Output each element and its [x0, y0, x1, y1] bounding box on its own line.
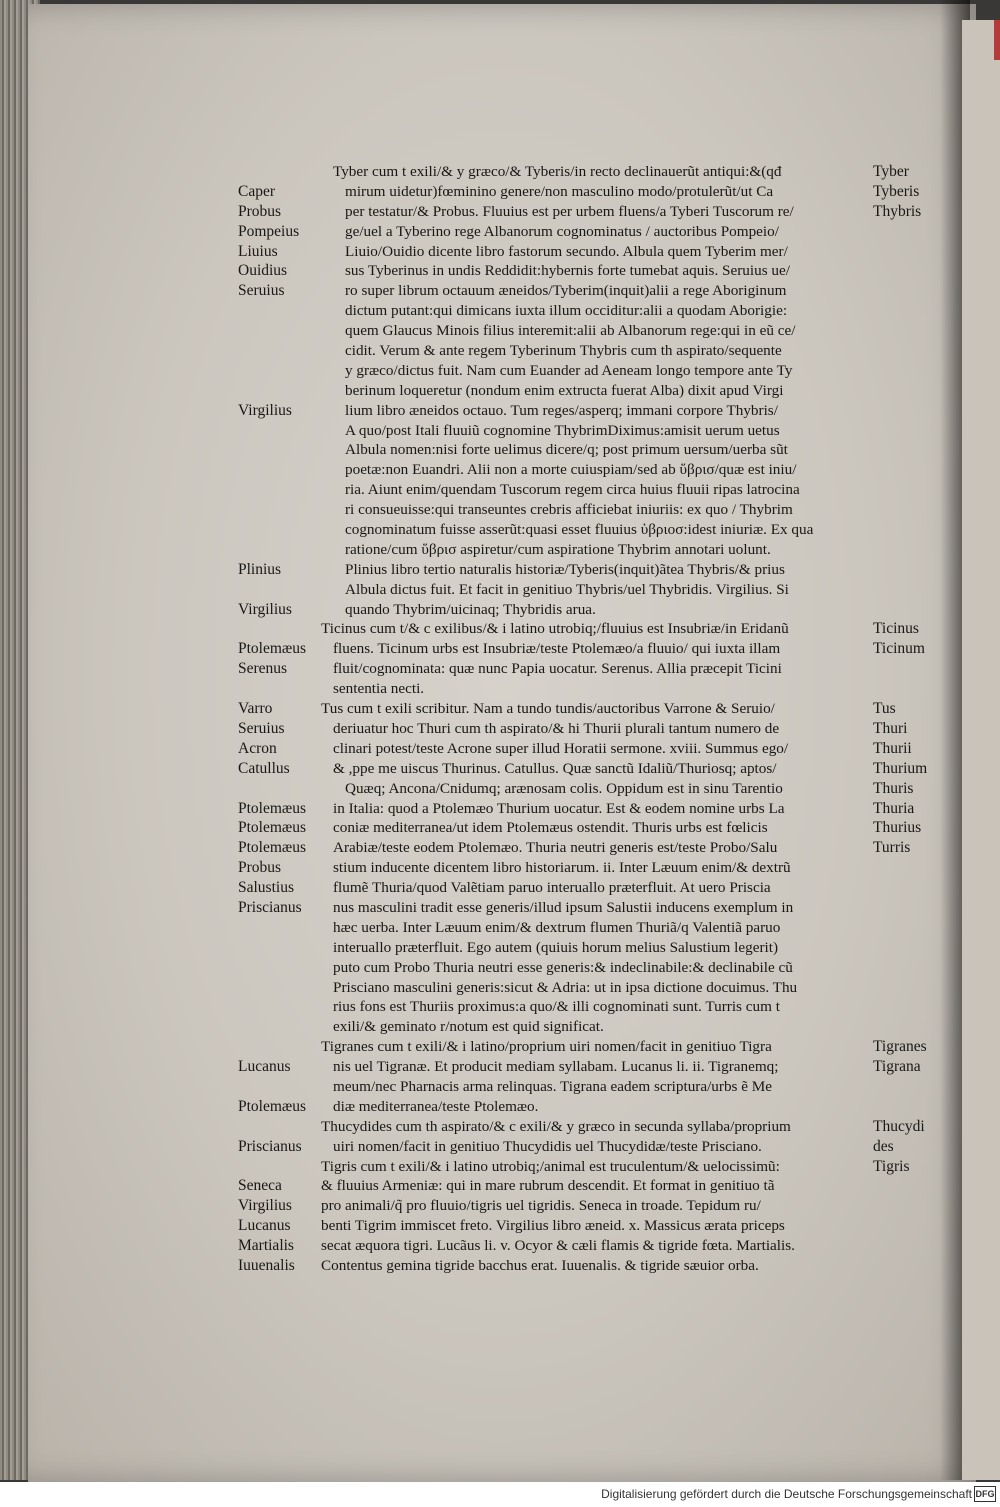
bookmark-strip	[994, 20, 1000, 60]
right-margin-headword: Ticinus	[873, 620, 919, 638]
line-text: lium libro æneidos octauo. Tum reges/asperq; immani corpore Thybris/	[345, 401, 778, 419]
text-line	[238, 1097, 873, 1117]
left-margin-author: Iuuenalis	[238, 1256, 295, 1274]
text-line	[238, 659, 873, 679]
line-text: ria. Aiunt enim/quendam Tuscorum regem circa huius fluuii ripas latrocina	[345, 481, 800, 499]
text-line	[238, 1236, 873, 1256]
line-text: dictum putant:qui dimicans iuxta illum occiditur:alii a quodam Aborigie:	[345, 302, 788, 320]
line-text: sus Tyberinus in undis Reddidit:hybernis forte tumebat aquis. Seruius ue/	[345, 262, 790, 280]
text-line	[313, 480, 873, 500]
line-text: Prisciano masculini generis:sicut & Adria: ut in ipsa dictione docuimus. Thu	[333, 978, 798, 996]
text-line	[238, 719, 908, 739]
left-margin-author: Acron	[238, 739, 277, 757]
text-line	[238, 1176, 873, 1196]
line-text: ri consueuisse:qui transeuntes crebris afficiebat iniuriis: ex quo / Thybrim	[345, 501, 793, 519]
right-margin-headword: Thybris	[873, 202, 922, 220]
line-text: cidit. Verum & ante regem Tyberinum Thybris cum th aspirato/sequente	[345, 342, 782, 360]
left-margin-author: Martialis	[238, 1237, 294, 1255]
right-margin-headword: des	[873, 1137, 894, 1155]
line-text: Liuio/Ouidio dicente libro fastorum secundo. Albula quem Tyberim mer/	[345, 242, 788, 260]
right-margin-headword: Tyberis	[873, 182, 920, 200]
left-margin-author: Lucanus	[238, 1058, 291, 1076]
text-line	[238, 639, 925, 659]
right-margin-headword: Tyber	[873, 163, 909, 180]
left-margin-author: Caper	[238, 182, 276, 200]
left-margin-author: Ptolemæus	[238, 819, 307, 837]
line-text: ratione/cum ὕβρισ aspiretur/cum aspiratione Thybrim annotari uolunt.	[345, 540, 771, 558]
line-text: meum/nec Pharnacis arma relinquas. Tigrana eadem scriptura/urbs ẽ Me	[333, 1077, 773, 1095]
text-line	[313, 421, 873, 441]
text-line	[313, 1077, 873, 1097]
footer-credit: Digitalisierung gefördert durch die Deutsche Forschungsgemeinschaft	[601, 1487, 972, 1501]
left-margin-author: Virgilius	[238, 1197, 292, 1215]
left-margin-author: Ptolemæus	[238, 640, 307, 658]
right-margin-headword: Thucydi	[873, 1117, 925, 1135]
text-line	[313, 540, 873, 560]
line-text: ge/uel a Tyberino rege Albanorum cognominatus / auctoribus Pompeio/	[345, 222, 779, 240]
line-text: quando Thybrim/uicinaq; Thybridis arua.	[345, 600, 596, 618]
right-margin-headword: Turris	[873, 839, 911, 857]
left-margin-author: Ptolemæus	[238, 799, 307, 817]
line-text: diæ mediterranea/teste Ptolemæo.	[333, 1097, 539, 1115]
left-margin-author: Plinius	[238, 560, 282, 578]
line-text: Tigris cum t exili/& i latino utrobiq;/animal est truculentum/& uelocissimũ:	[321, 1157, 780, 1175]
text-line	[238, 858, 873, 878]
line-text: secat æquora tigri. Lucãus li. v. Ocyor & cæli flamis & tigride fœta. Martialis.	[321, 1237, 795, 1255]
text-line	[238, 1196, 873, 1216]
text-line	[313, 381, 873, 401]
text-line	[313, 619, 919, 639]
line-text: hæc uerba. Inter Læuum enim/& dextrum flumen Thuriã/q Valentiã paruo	[333, 918, 781, 936]
left-margin-author: Seruius	[238, 719, 285, 737]
text-line	[238, 222, 873, 242]
line-text: poetæ:non Euandri. Alii non a morte cuiuspiam/sed ab ὕβρισ/quæ est iniu/	[345, 461, 797, 479]
line-text: Quæq; Ancona/Cnidumq; arænosam colis. Oppidum est in sinu Tarentio	[345, 779, 783, 797]
right-margin-headword: Tus	[873, 700, 896, 718]
text-line	[313, 958, 873, 978]
right-margin-headword: Thurium	[873, 759, 928, 777]
text-line	[313, 978, 873, 998]
text-line	[313, 1117, 925, 1137]
left-margin-author: Lucanus	[238, 1217, 291, 1235]
left-margin-author: Priscianus	[238, 898, 302, 916]
text-line	[238, 202, 922, 222]
left-margin-author: Serenus	[238, 660, 288, 678]
line-text: per testatur/& Probus. Fluuius est per urbem fluens/a Tyberi Tuscorum re/	[345, 202, 794, 220]
line-text: exili/& geminato r/notum est quid significat.	[333, 1018, 604, 1036]
right-margin-headword: Thuri	[873, 719, 908, 737]
left-margin-author: Ptolemæus	[238, 1097, 307, 1115]
line-text: interuallo præterfluit. Ego autem (quiuis horum melius Salustium legerit)	[333, 938, 778, 956]
line-text: puto cum Probo Thuria neutri esse generis:& indeclinabile:& declinabile cũ	[333, 958, 793, 976]
line-text: cognominatum fuisse asserũt:quasi esset fluuius ὑβριοσ:idest iniuriæ. Ex qua	[345, 521, 814, 539]
text-line	[238, 759, 928, 779]
text-line	[238, 182, 920, 202]
text-line	[313, 1157, 910, 1177]
left-margin-author: Probus	[238, 202, 282, 220]
line-text: Ticinus cum t/& c exilibus/& i latino utrobiq;/fluuius est Insubriæ/in Eridanũ	[321, 620, 789, 638]
left-margin-author: Ptolemæus	[238, 839, 307, 857]
line-text: ro super librum octauum æneidos/Tyberim(inquit)alii a rege Aboriginum	[345, 282, 787, 300]
line-text: Tigranes cum t exili/& i latino/proprium uiri nomen/facit in genitiuo Tigra	[321, 1038, 772, 1056]
facing-page-edge	[962, 20, 1000, 1480]
text-line	[238, 799, 915, 819]
text-line	[238, 1216, 873, 1236]
text-line	[238, 699, 896, 719]
line-text: deriuatur hoc Thuri cum th aspirato/& hi Thurii plurali tantum numero de	[333, 719, 780, 737]
left-margin-author: Ouidius	[238, 262, 288, 280]
line-text: fluit/cognominata: quæ nunc Papia uocatur. Serenus. Allia præcepit Ticini	[333, 660, 782, 678]
line-text: Tus cum t exili scribitur. Nam a tundo tundis/auctoribus Varrone & Seruio/	[321, 700, 775, 718]
text-line	[238, 560, 873, 580]
line-text: fluens. Ticinum urbs est Insubriæ/teste Ptolemæo/a fluuio/ qui iuxta illam	[333, 640, 781, 658]
line-text: uiri nomen/facit in genitiuo Thucydidis uel Thucydidæ/teste Prisciano.	[333, 1137, 762, 1155]
text-line	[238, 838, 911, 858]
line-text: Tyber cum t exili/& y græco/& Tyberis/in recto declinauerũt antiqui:&(qđ	[333, 163, 782, 180]
line-text: nus masculini tradit esse generis/illud ipsum Salustii inducens exemplum in	[333, 898, 794, 916]
right-margin-headword: Tigrana	[873, 1058, 921, 1076]
text-line	[313, 440, 873, 460]
text-line	[313, 301, 873, 321]
line-text: A quo/post Itali fluuiũ cognomine ThybrimDiximus:amisit uerum uetus	[345, 421, 780, 439]
left-margin-author: Seruius	[238, 282, 285, 300]
text-line	[238, 898, 873, 918]
left-margin-author: Virgilius	[238, 401, 292, 419]
left-margin-author: Salustius	[238, 879, 294, 897]
line-text: in Italia: quod a Ptolemæo Thurium uocatur. Est & eodem nomine urbs La	[333, 799, 785, 817]
footer-bar	[0, 1482, 1000, 1507]
text-line	[238, 242, 873, 262]
left-margin-author: Probus	[238, 859, 282, 877]
right-margin-headword: Thuria	[873, 799, 915, 817]
line-text: Contentus gemina tigride bacchus erat. Iuuenalis. & tigride sæuior orba.	[321, 1256, 759, 1274]
line-text: y græco/dictus fuit. Nam cum Euander ad Aeneam longo tempore ante Ty	[345, 361, 793, 379]
text-line	[313, 321, 873, 341]
line-text: coniæ mediterranea/ut idem Ptolemæus ostendit. Thuris urbs est fœlicis	[333, 819, 768, 837]
left-margin-author: Catullus	[238, 759, 290, 777]
right-margin-headword: Ticinum	[873, 640, 925, 658]
text-line	[238, 261, 873, 281]
left-margin-author: Priscianus	[238, 1137, 302, 1155]
main-text-block	[238, 162, 928, 1276]
text-line	[238, 401, 873, 421]
line-text: clinari potest/teste Acrone super illud Horatii sermone. xviii. Summus ego/	[333, 739, 789, 757]
line-text: Albula dictus fuit. Et facit in genitiuo Thybris/uel Thybridis. Virgilius. Si	[345, 580, 789, 598]
line-text: stium inducente dicentem libro historiarum. ii. Inter Læuum enim/& dextrũ	[333, 859, 791, 877]
line-text: quem Glaucus Minois filius interemit:alii ab Albanorum rege:qui in eũ ce/	[345, 322, 796, 340]
right-margin-headword: Thuris	[873, 779, 914, 797]
left-margin-author: Liuius	[238, 242, 278, 260]
line-text: Thucydides cum th aspirato/& c exili/& y græco in secunda syllaba/proprium	[321, 1117, 791, 1135]
text-line	[313, 162, 909, 182]
text-line	[313, 938, 873, 958]
left-margin-author: Virgilius	[238, 600, 292, 618]
dfg-logo-icon: DFG	[974, 1486, 996, 1502]
line-text: berinum loqueretur (nondum enim extructa fuerat Alba) dixit apud Virgi	[345, 381, 784, 399]
text-line	[238, 281, 873, 301]
text-line	[238, 878, 873, 898]
book-page	[28, 4, 976, 1482]
text-line	[313, 341, 873, 361]
line-text: pro animali/q̃ pro fluuio/tigris uel tigridis. Seneca in troade. Tepidum ru/	[321, 1197, 761, 1215]
line-text: rius fons est Thuriis proximus:a quo/& illi cognominati sunt. Turris cum t	[333, 998, 780, 1016]
line-text: benti Tigrim immiscet freto. Virgilius libro æneid. x. Massicus ærata priceps	[321, 1217, 785, 1235]
text-line	[238, 1137, 894, 1157]
text-line	[238, 600, 873, 620]
text-line	[238, 1256, 873, 1276]
text-line	[313, 779, 914, 799]
line-text: mirum uidetur)fœminino genere/non masculino modo/protulerũt/ut Ca	[345, 182, 774, 200]
right-margin-headword: Thurius	[873, 819, 922, 837]
right-margin-headword: Thurii	[873, 739, 912, 757]
line-text: & ,ppe me uiscus Thurinus. Catullus. Quæ sanctũ Idaliũ/Thuriosq; aptos/	[333, 759, 777, 777]
line-text: flumẽ Thuria/quod Valẽtiam paruo interuallo præterfluit. At uero Priscia	[333, 879, 771, 897]
text-line	[313, 361, 873, 381]
text-line	[238, 739, 912, 759]
line-text: Plinius libro tertio naturalis historiæ/Tyberis(inquit)ãtea Thybris/& prius	[345, 560, 785, 578]
line-text: Albula nomen:nisi forte uelimus dicere/q; post primum uersum/uerba sũt	[345, 441, 788, 459]
right-margin-headword: Tigris	[873, 1157, 910, 1175]
text-line	[313, 520, 873, 540]
text-line	[313, 580, 873, 600]
text-line	[238, 1057, 921, 1077]
text-line	[313, 500, 873, 520]
line-text: & fluuius Armeniæ: qui in mare rubrum descendit. Et format in genitiuo tã	[321, 1177, 775, 1195]
text-line	[313, 997, 873, 1017]
text-line	[313, 460, 873, 480]
text-line	[313, 918, 873, 938]
text-line	[238, 818, 922, 838]
text-line	[313, 1017, 873, 1037]
line-text: Arabiæ/teste eodem Ptolemæo. Thuria neutri generis est/teste Probo/Salu	[333, 839, 778, 857]
left-margin-author: Varro	[238, 700, 273, 718]
text-line	[313, 679, 873, 699]
left-margin-author: Seneca	[238, 1177, 282, 1195]
right-margin-headword: Tigranes	[873, 1038, 927, 1056]
line-text: nis uel Tigranæ. Et producit mediam syllabam. Lucanus li. ii. Tigranemq;	[333, 1058, 779, 1076]
text-line	[313, 1037, 927, 1057]
left-margin-author: Pompeius	[238, 222, 300, 240]
line-text: sententia necti.	[333, 680, 425, 698]
